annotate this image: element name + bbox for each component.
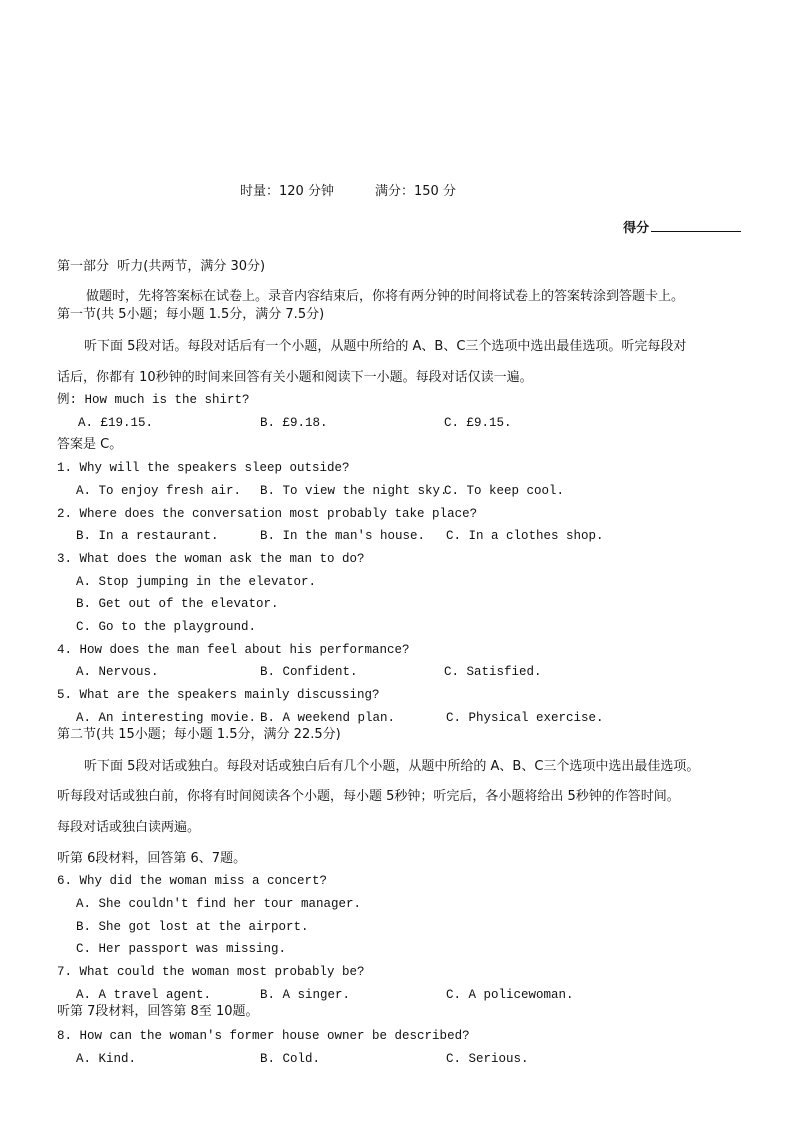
question-2: 2. Where does the conversation most probably take place? <box>57 507 478 521</box>
section1-instruction-1: 听下面 5段对话。每段对话后有一个小题，从题中所给的 A、B、C三个选项中选出最佳选项。听完每段对 <box>84 339 687 354</box>
q2-option-c: C. In a clothes shop. <box>446 529 604 543</box>
q2-option-b: B. In the man's house. <box>260 529 426 543</box>
question-8: 8. How can the woman's former house owner be described? <box>57 1029 470 1043</box>
question-1: 1. Why will the speakers sleep outside? <box>57 461 350 475</box>
section2-instruction-1: 听下面 5段对话或独白。每段对话或独白后有几个小题，从题中所给的 A、B、C三个选项中选出最佳选项。 <box>84 759 700 774</box>
q7-option-b: B. A singer. <box>260 988 351 1002</box>
part1-title: 第一部分 听力(共两节，满分 30分) <box>57 259 266 274</box>
section1-title: 第一节(共 5小题；每小题 1.5分，满分 7.5分) <box>57 307 325 322</box>
section2-title: 第二节(共 15小题；每小题 1.5分，满分 22.5分) <box>57 727 341 742</box>
example-option-a: A. £19.15. <box>78 416 154 430</box>
score-label: 得分 <box>623 221 650 236</box>
example-answer: 答案是 C。 <box>57 437 123 452</box>
example-option-b: B. £9.18. <box>260 416 328 430</box>
section1-instruction-2: 话后，你都有 10秒钟的时间来回答有关小题和阅读下一小题。每段对话仅读一遍。 <box>57 370 533 385</box>
q6-option-c: C. Her passport was missing. <box>76 942 287 956</box>
q3-option-c: C. Go to the playground. <box>76 620 257 634</box>
q8-option-c: C. Serious. <box>446 1052 529 1066</box>
question-3: 3. What does the woman ask the man to do? <box>57 552 365 566</box>
score-blank <box>651 219 741 232</box>
q7-option-a: A. A travel agent. <box>76 988 212 1002</box>
section2-instruction-3: 每段对话或独白读两遍。 <box>57 820 201 835</box>
full-score-label: 满分：150 分 <box>375 184 456 199</box>
example-question: 例: How much is the shirt? <box>57 393 250 407</box>
q4-option-a: A. Nervous. <box>76 665 159 679</box>
q8-option-b: B. Cold. <box>260 1052 321 1066</box>
q1-option-c: C. To keep cool. <box>444 484 565 498</box>
section2-instruction-2: 听每段对话或独白前，你将有时间阅读各个小题，每小题 5秒钟；听完后，各小题将给出 5秒钟的作答时间。 <box>57 789 680 804</box>
q3-option-a: A. Stop jumping in the elevator. <box>76 575 317 589</box>
time-label: 时量：120 分钟 <box>240 184 334 199</box>
material-7-label: 听第 7段材料，回答第 8至 10题。 <box>57 1004 259 1019</box>
q5-option-a: A. An interesting movie. <box>76 711 257 725</box>
example-option-c: C. £9.15. <box>444 416 512 430</box>
q6-option-b: B. She got lost at the airport. <box>76 920 309 934</box>
question-5: 5. What are the speakers mainly discussing? <box>57 688 380 702</box>
score-field <box>614 203 741 237</box>
q8-option-a: A. Kind. <box>76 1052 137 1066</box>
question-6: 6. Why did the woman miss a concert? <box>57 874 328 888</box>
question-4: 4. How does the man feel about his performance? <box>57 643 410 657</box>
q3-option-b: B. Get out of the elevator. <box>76 597 279 611</box>
q2-option-a: B. In a restaurant. <box>76 529 219 543</box>
q7-option-c: C. A policewoman. <box>446 988 574 1002</box>
q5-option-b: B. A weekend plan. <box>260 711 396 725</box>
question-7: 7. What could the woman most probably be? <box>57 965 365 979</box>
q4-option-c: C. Satisfied. <box>444 665 542 679</box>
q1-option-b: B. To view the night sky. <box>260 484 448 498</box>
part1-instruction: 做题时，先将答案标在试卷上。录音内容结束后，你将有两分钟的时间将试卷上的答案转涂到答题卡上。 <box>86 289 685 304</box>
q1-option-a: A. To enjoy fresh air. <box>76 484 242 498</box>
q5-option-c: C. Physical exercise. <box>446 711 604 725</box>
q4-option-b: B. Confident. <box>260 665 358 679</box>
material-6-label: 听第 6段材料，回答第 6、7题。 <box>57 851 247 866</box>
q6-option-a: A. She couldn't find her tour manager. <box>76 897 362 911</box>
